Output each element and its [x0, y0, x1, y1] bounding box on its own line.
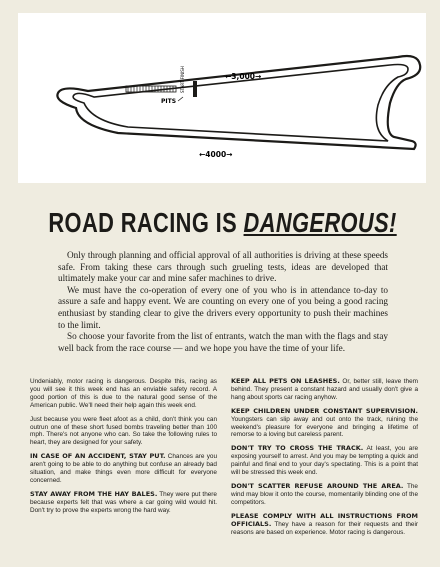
rule-text: Or, better still, leave them behind. They present a constant hazard and usually don't give a hang about sports car racing anyhow.: [231, 378, 418, 401]
intro-paragraph: We must have the co-operation of every one of you who is in attendance to-day to assure a safe and happy event. We are counting on every one of you being a good racing enthusiast by standing clear to give the drivers every opportunity to push their machines to the limit.: [58, 284, 388, 330]
rule-text: They have a reason for their requests and their reasons are based on experience. Motor racing is dangerous.: [231, 520, 418, 536]
pits-label: PITS: [161, 98, 177, 105]
pits-arrow: [178, 97, 183, 101]
start-finish-label: START FINISH: [180, 66, 185, 93]
intro-paragraph: So choose your favorite from the list of entrants, watch the man with the flags and stay well back from the race course — and we hope you have the time of your life.: [58, 331, 388, 353]
rule-refuse: [231, 483, 418, 507]
rule-cross-track: [231, 445, 418, 477]
rule-children: [231, 408, 418, 440]
rule-title: KEEP CHILDREN UNDER CONSTANT SUPERVISION.: [231, 406, 418, 415]
distance-label-bottom: ←4000→: [199, 150, 233, 159]
rule-title: DON'T SCATTER REFUSE AROUND THE AREA.: [231, 481, 404, 490]
intro-paragraph: Only through planning and official approval of all authorities is driving at these speeds safe. From taking these cars through such grueling tests, ideas are developed that ultimately make your car and mine safer machines to drive.: [58, 250, 388, 284]
rule-title: IN CASE OF AN ACCIDENT, STAY PUT.: [30, 452, 166, 461]
headline: [48, 206, 397, 240]
track-outer-edge: [57, 56, 420, 149]
body-paragraph: Just because you were fleet afoot as a child, don't think you can outrun one of these short fused bombs traveling better than 100 mph. There's not anyone who can. So take the following rules to heart, they are designed for your safety.: [30, 415, 217, 447]
headline-emphasis: DANGEROUS!: [243, 207, 397, 238]
track-diagram: [18, 13, 426, 183]
track-map: [18, 13, 426, 183]
headline-main: ROAD RACING IS: [48, 207, 244, 238]
rule-officials: [231, 513, 418, 537]
distance-label-top: ←3,000→: [225, 72, 262, 81]
left-column: [30, 378, 217, 521]
intro-text: [58, 250, 388, 354]
rule-title: PLEASE COMPLY WITH ALL INSTRUCTIONS FROM OFFICIALS.: [231, 511, 418, 528]
right-column: [231, 378, 418, 542]
rule-text: They were put there because experts felt that was where a car going wild would hit. Don't try to prove the experts wrong the hard way.: [30, 490, 217, 514]
rule-text: At least, you are exposing yourself to arrest. And you may be tempting a quick and painful and final end to your day's spectating. This is a point that will be stressed this week end.: [231, 445, 418, 477]
rule-title: DON'T TRY TO CROSS THE TRACK.: [231, 444, 364, 453]
rule-text: Chances are you aren't going to be able to do anything but confuse an already bad situation, and make things even more difficult for everyone concerned.: [30, 453, 217, 484]
start-finish-line: [193, 81, 197, 97]
rule-title: STAY AWAY FROM THE HAY BALES.: [30, 489, 158, 498]
rule-accident: [30, 453, 217, 485]
body-paragraph: Undeniably, motor racing is dangerous. Despite this, racing as you will see it this week end has an enviable safety record. A good portion of this is due to the natural good sense of the American public. We'll need their help again this week end.: [30, 378, 217, 409]
rule-text: The wind may blow it onto the course, momentarily blinding one of the competitors.: [231, 482, 418, 506]
rule-text: Youngsters can slip away and out onto the track, ruining the weekend's pleasure for everyone and bringing a lifetime of remorse to a loving but careless parent.: [231, 415, 418, 439]
rule-pets: [231, 378, 418, 402]
rule-title: KEEP ALL PETS ON LEASHES.: [231, 377, 340, 385]
rule-hay-bales: [30, 491, 217, 515]
